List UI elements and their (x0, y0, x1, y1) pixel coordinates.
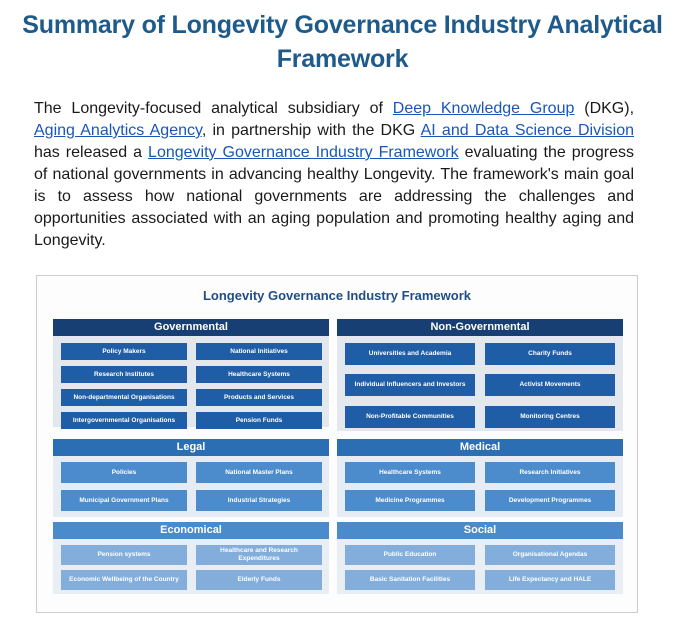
cell-policy-makers: Policy Makers (61, 343, 187, 360)
social-header: Social (337, 522, 623, 539)
intro-text-4: has released a (34, 144, 149, 161)
intro-paragraph (34, 98, 634, 252)
medical-header: Medical (337, 439, 623, 456)
intro-text-3: , in partnership with the DKG (201, 122, 421, 139)
cell-non-departmental-organisations: Non-departmental Organisations (61, 389, 187, 406)
cell-policies: Policies (61, 462, 187, 483)
longevity-governance-framework-link[interactable]: Longevity Governance Industry Framework (148, 144, 459, 161)
non-governmental-section (337, 319, 623, 431)
cell-development-programmes: Development Programmes (485, 490, 615, 511)
cell-pension-funds: Pension Funds (196, 412, 322, 429)
cell-charity-funds: Charity Funds (485, 343, 615, 365)
aging-analytics-agency-link[interactable]: Aging Analytics Agency (34, 122, 202, 139)
cell-national-initiatives: National Initiatives (196, 343, 322, 360)
cell-products-and-services: Products and Services (196, 389, 322, 406)
legal-header: Legal (53, 439, 329, 456)
cell-life-expectancy-and-hale: Life Expectancy and HALE (485, 570, 615, 590)
cell-municipal-government-plans: Municipal Government Plans (61, 490, 187, 511)
governmental-header: Governmental (53, 319, 329, 336)
cell-research-institutes: Research Institutes (61, 366, 187, 383)
cell-research-initiatives: Research Initiatives (485, 462, 615, 483)
non-governmental-header: Non-Governmental (337, 319, 623, 336)
social-section (337, 522, 623, 594)
cell-basic-sanitation-facilities: Basic Sanitation Facilities (345, 570, 475, 590)
cell-monitoring-centres: Monitoring Centres (485, 406, 615, 428)
cell-industrial-strategies: Industrial Strategies (196, 490, 322, 511)
cell-national-master-plans: National Master Plans (196, 462, 322, 483)
cell-healthcare-systems: Healthcare Systems (196, 366, 322, 383)
framework-figure (36, 275, 638, 613)
cell-elderly-funds: Elderly Funds (196, 570, 322, 590)
deep-knowledge-group-link[interactable]: Deep Knowledge Group (392, 100, 575, 117)
figure-title: Longevity Governance Industry Framework (202, 288, 472, 303)
medical-section (337, 439, 623, 517)
economical-header: Economical (53, 522, 329, 539)
legal-section (53, 439, 329, 517)
cell-non-profitable-communities: Non-Profitable Communities (345, 406, 475, 428)
intro-text-2: (DKG), (574, 100, 635, 117)
cell-intergovernmental-organisations: Intergovernmental Organisations (61, 412, 187, 429)
cell-medicine-programmes: Medicine Programmes (345, 490, 475, 511)
cell-organisational-agendas: Organisational Agendas (485, 545, 615, 565)
economical-section (53, 522, 329, 594)
cell-public-education: Public Education (345, 545, 475, 565)
intro-text-5: evaluating the progress of national governments in advancing healthy Longevity. The framework's main goal is to assess how national governments are addressing the challenges and opportunities associated with an aging population and promoting healthy aging and Longevity. (34, 144, 634, 249)
cell-universities-and-academia: Universities and Academia (345, 343, 475, 365)
cell-activist-movements: Activist Movements (485, 374, 615, 396)
ai-data-science-division-link[interactable]: AI and Data Science Division (420, 122, 635, 139)
cell-economic-wellbeing: Economic Wellbeing of the Country (61, 570, 187, 590)
cell-healthcare-and-research-expenditures: Healthcare and Research Expenditures (196, 545, 322, 565)
page-title: Summary of Longevity Governance Industry Analytical Framework (22, 11, 663, 73)
cell-medical-healthcare-systems: Healthcare Systems (345, 462, 475, 483)
cell-pension-systems: Pension systems (61, 545, 187, 565)
intro-text-1: The Longevity-focused analytical subsidiary of (34, 100, 393, 117)
governmental-section (53, 319, 329, 427)
cell-individual-influencers-and-investors: Individual Influencers and Investors (345, 374, 475, 396)
